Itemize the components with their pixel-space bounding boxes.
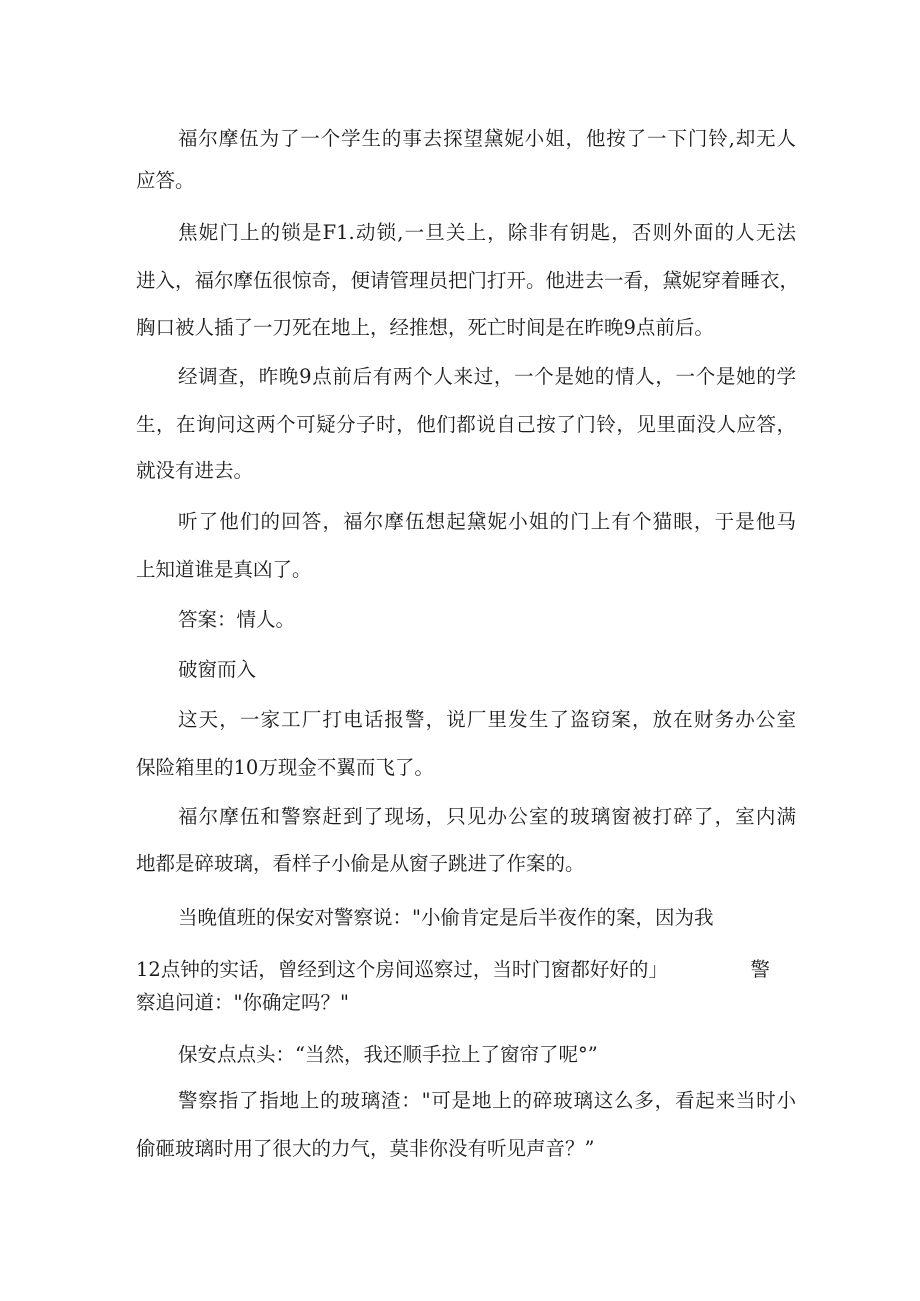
p8-line1: 福尔摩伍和警察赶到了现场，只见办公室的玻璃窗被打碎了，室内满 [178,805,796,828]
p7-line2: 保险箱里的10万现金不翼而飞了。 [136,756,434,779]
p10-line1-tail: 警 [750,958,770,981]
p3-line1: 经调查，昨晚9点前后有两个人来过，一个是她的情人，一个是她的学 [178,365,796,388]
p11-line1: 保安点点头：“当然，我还顺手拉上了窗帘了呢°” [178,1043,598,1066]
p4-line2: 上知道谁是真凶了。 [136,558,312,581]
p1-line1: 福尔摩伍为了一个学生的事去探望黛妮小姐，他按了一下门铃,却无人 [178,127,796,150]
answer-line: 答案：情人。 [178,608,296,631]
p7-line1: 这天，一家工厂打电话报警，说厂里发生了盗窃案，放在财务办公室 [178,708,796,731]
p10-line1-text: 12点钟的实话，曾经到这个房间巡察过，当时门窗都好好的」 [136,958,668,981]
p10-line2: 察追问道："你确定吗？" [136,991,349,1014]
p12-line1: 警察指了指地上的玻璃渣："可是地上的碎玻璃这么多，看起来当时小 [178,1089,796,1112]
p3-line3: 就没有进去。 [136,459,254,482]
p4-line1: 听了他们的回答，福尔摩伍想起黛妮小姐的门上有个猫眼，于是他马 [178,510,796,533]
p2-line3: 胸口被人插了一刀死在地上，经推想，死亡时间是在昨晚9点前后。 [136,316,714,339]
p12-line2: 偷砸玻璃时用了很大的力气，莫非你没有听见声音？” [136,1137,595,1160]
p9-line1: 当晚值班的保安对警察说："小偷肯定是后半夜作的案，因为我 [178,906,714,929]
p1-line2: 应答。 [136,169,195,192]
p3-line2: 生，在询问这两个可疑分子时，他们都说自己按了门铃，见里面没人应答， [136,413,796,436]
p2-line1: 焦妮门上的锁是F1.动锁,一旦关上，除非有钥匙，否则外面的人无法 [178,221,796,244]
p2-line2: 进入，福尔摩伍很惊奇，便请管理员把门打开。他进去一看，黛妮穿着睡衣， [136,269,800,292]
p10-line1 [136,955,770,985]
p8-line2: 地都是碎玻璃，看样子小偷是从窗子跳进了作案的。 [136,852,585,875]
section-heading: 破窗而入 [178,658,257,681]
